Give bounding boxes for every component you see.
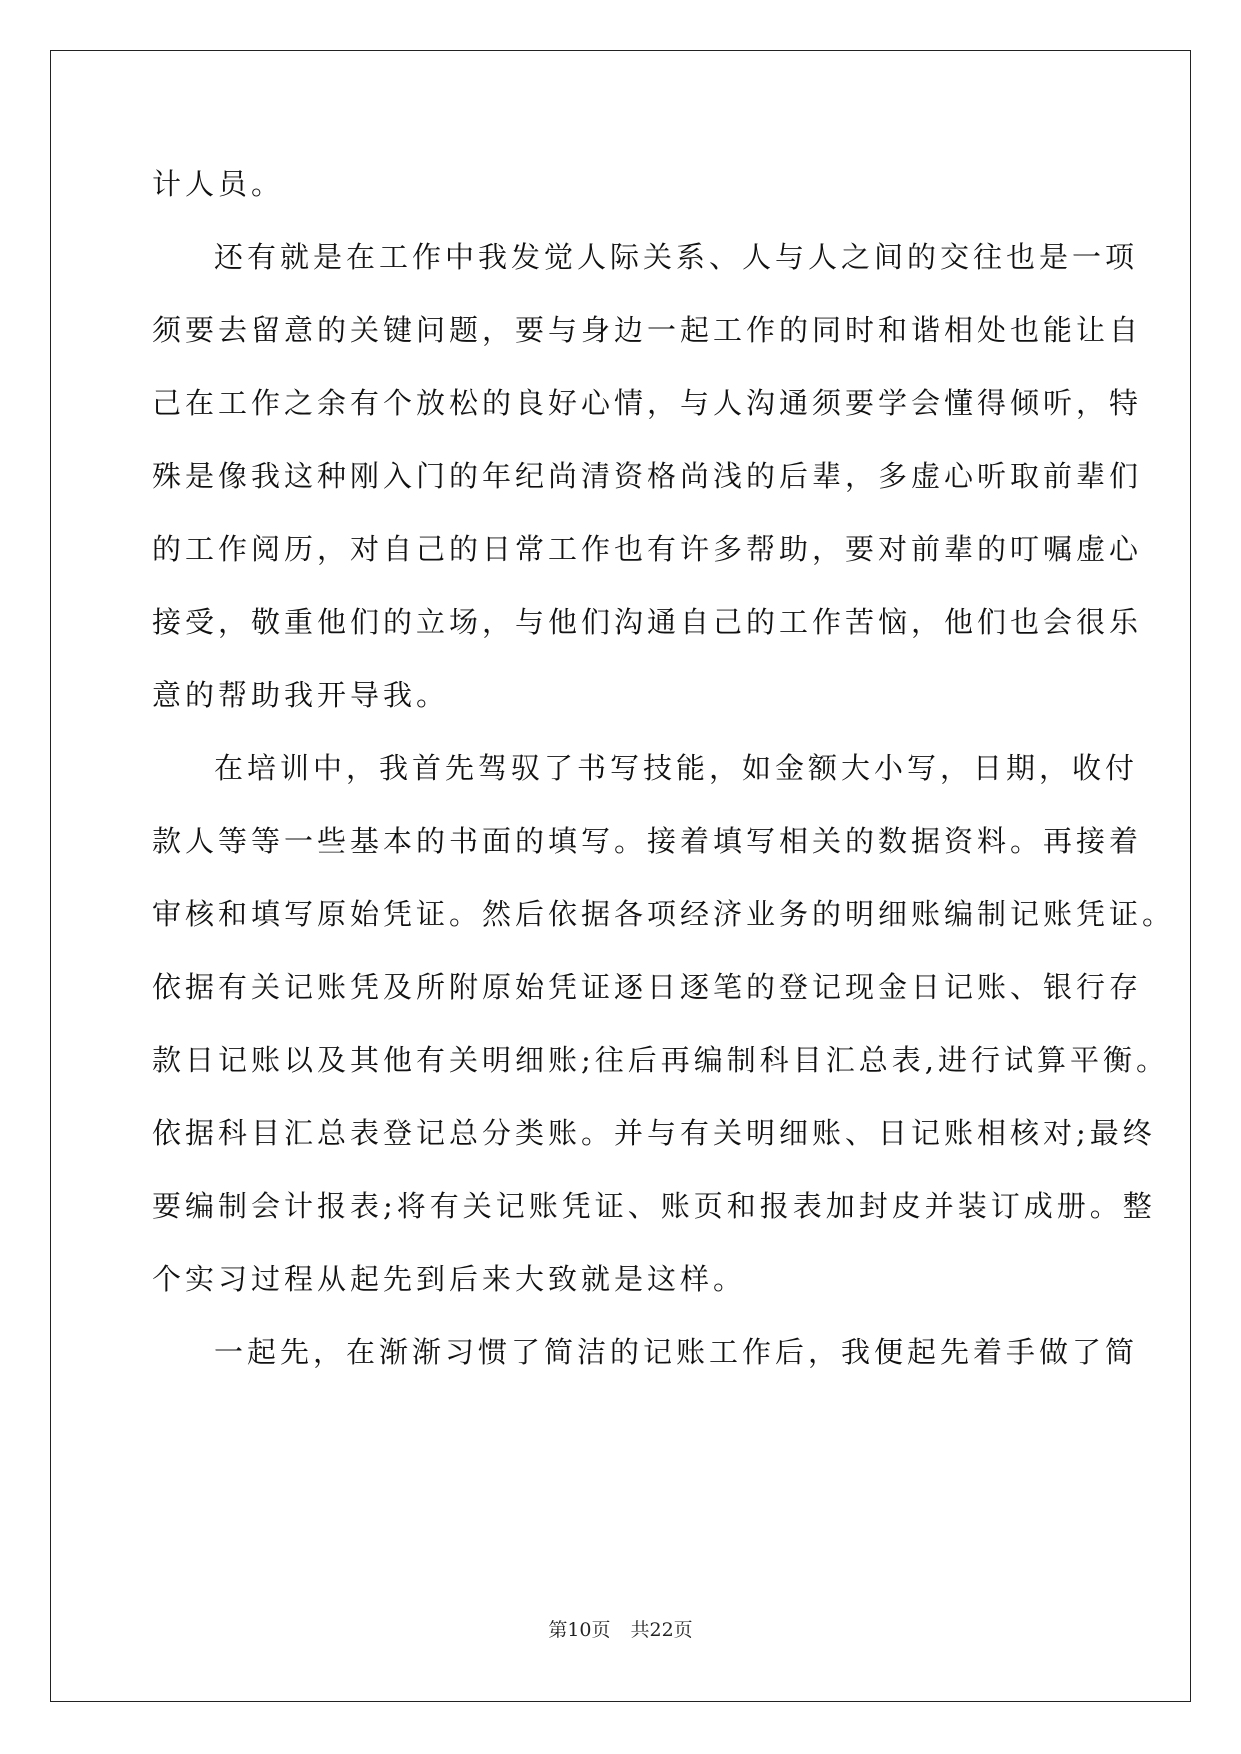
text-line: 个实习过程从起先到后来大致就是这样。 (152, 1262, 747, 1296)
text-line: 依据有关记账凭及所附原始凭证逐日逐笔的登记现金日记账、银行存 (152, 970, 1143, 1004)
text-line: 须要去留意的关键问题，要与身边一起工作的同时和谐相处也能让自 (152, 313, 1143, 347)
text-line: 殊是像我这种刚入门的年纪尚清资格尚浅的后辈，多虚心听取前辈们 (152, 459, 1143, 493)
paragraph-start-line: 一起先，在渐渐习惯了简洁的记账工作后，我便起先着手做了简 (214, 1335, 1139, 1369)
paragraph-start-line: 还有就是在工作中我发觉人际关系、人与人之间的交往也是一项 (214, 240, 1139, 274)
text-line: 审核和填写原始凭证。然后依据各项经济业务的明细账编制记账凭证。 (152, 897, 1176, 931)
page-border (50, 50, 1191, 1702)
text-line: 的工作阅历，对自己的日常工作也有许多帮助，要对前辈的叮嘱虚心 (152, 532, 1143, 566)
text-line: 依据科目汇总表登记总分类账。并与有关明细账、日记账相核对;最终 (152, 1116, 1156, 1150)
text-line: 款人等等一些基本的书面的填写。接着填写相关的数据资料。再接着 (152, 824, 1143, 858)
page-number: 第10页 (548, 1619, 611, 1641)
page-footer (0, 1618, 1241, 1642)
text-line: 意的帮助我开导我。 (152, 678, 450, 712)
text-line: 计人员。 (152, 167, 285, 201)
text-line: 要编制会计报表;将有关记账凭证、账页和报表加封皮并装订成册。整 (152, 1189, 1156, 1223)
text-line: 己在工作之余有个放松的良好心情，与人沟通须要学会懂得倾听，特 (152, 386, 1143, 420)
paragraph-start-line: 在培训中，我首先驾驭了书写技能，如金额大小写，日期，收付 (214, 751, 1139, 785)
text-line: 接受，敬重他们的立场，与他们沟通自己的工作苦恼，他们也会很乐 (152, 605, 1143, 639)
total-pages: 共22页 (630, 1619, 693, 1641)
text-line: 款日记账以及其他有关明细账;往后再编制科目汇总表,进行试算平衡。 (152, 1043, 1169, 1077)
